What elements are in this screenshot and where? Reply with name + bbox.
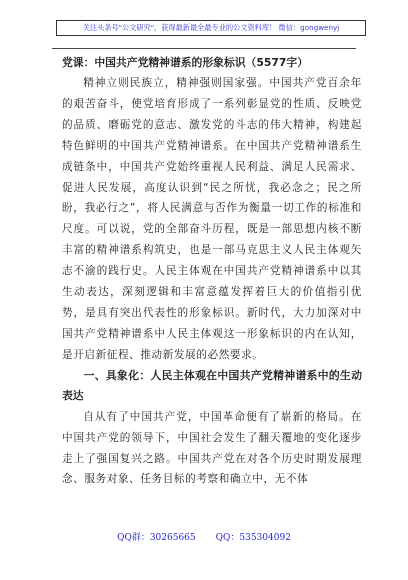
footer-contact: [0, 530, 408, 543]
footer-qq: QQ：535304092: [215, 533, 291, 543]
header-banner: 关注头条号"公文研究"，获得最新最全最专业的公文资料库！ 微信：gongwenyj: [56, 20, 366, 36]
footer-qq-group: QQ群：30265665: [117, 533, 196, 543]
document-body: [62, 52, 362, 490]
header-divider: [52, 48, 356, 49]
intro-paragraph: 精神立则民族立，精神强则国家强。中国共产党百余年的艰苦奋斗，使党培育形成了一系列彰显党的性质、反映党的品质、磨砺党的意志、激发党的斗志的伟大精神，构建起特色鲜明的中国共产党精神谱系。在中国共产党精神谱系生成链条中，中国共产党始终重视人民利益、满足人民需求、促进人民发展，高度认识到“民之所忧，我必念之；民之所盼，我必行之”，将人民满意与否作为衡量一切工作的标准和尺度。可以说，党的全部奋斗历程，既是一部思想内核不断丰富的精神谱系构筑史，也是一部马克思主义人民主体观矢志不渝的践行史。人民主体观在中国共产党精神谱系中以其生动表达，深刻逻辑和丰富意蕴发挥着巨大的价值指引优势，是具有突出代表性的形象标识。新时代，大力加深对中国共产党精神谱系中人民主体观这一形象标识的内在认知，是开启新征程、推动新发展的必然要求。: [62, 77, 362, 361]
section-heading: 一、具象化：人民主体观在中国共产党精神谱系中的生动表达: [62, 368, 362, 403]
section-paragraph: 自从有了中国共产党，中国革命便有了崭新的格局。在中国共产党的领导下，中国社会发生了翻天覆地的变化逐步走上了强国复兴之路。中国共产党在对各个历史时期发展理念、服务对象、任务目标的考察和确立中，无不体: [62, 410, 362, 486]
document-title: 党课：中国共产党精神谱系的形象标识（5577字）: [62, 56, 308, 69]
